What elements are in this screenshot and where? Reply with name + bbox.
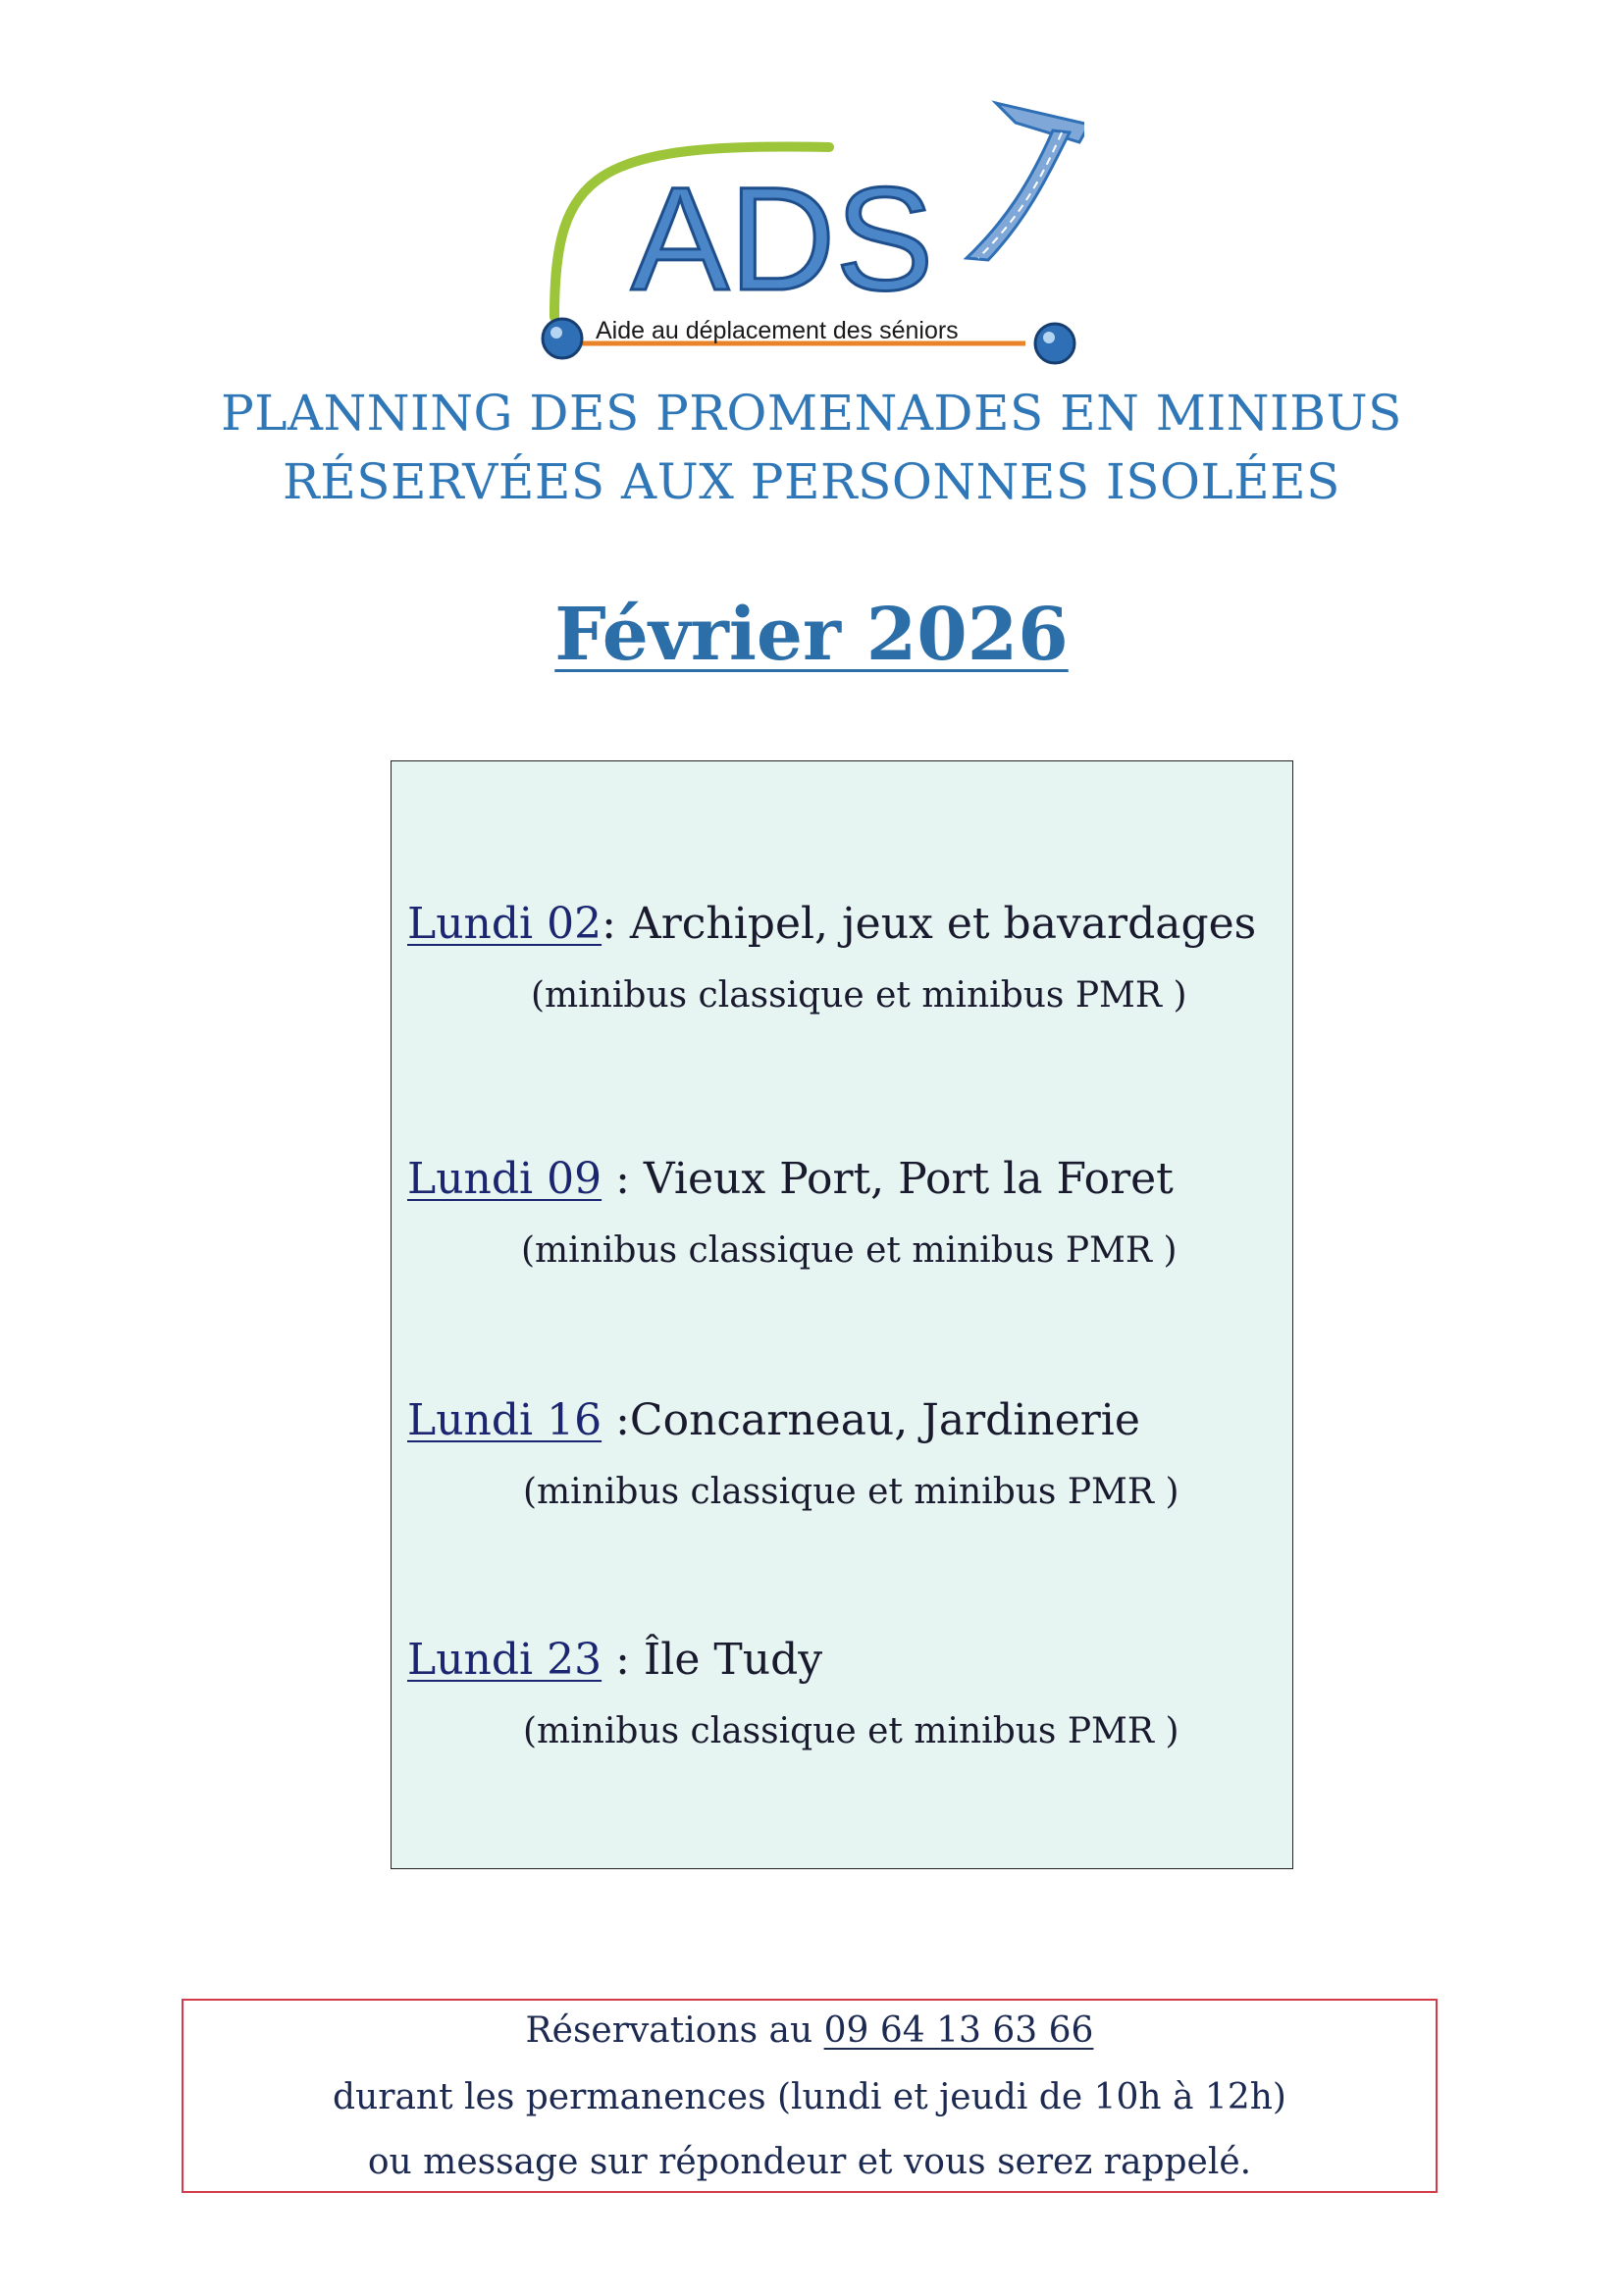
ads7-logo — [535, 93, 1084, 383]
schedule-destination: Vieux Port, Port la Foret — [643, 1154, 1174, 1204]
logo-letters: ADS — [631, 156, 934, 321]
schedule-entry-title — [407, 1395, 1140, 1445]
schedule-separator: : — [602, 1395, 630, 1445]
schedule-vehicles: (minibus classique et minibus PMR ) — [523, 1472, 1179, 1512]
schedule-entry-title — [407, 899, 1256, 949]
reservation-line — [183, 2010, 1436, 2051]
month-title — [0, 593, 1623, 677]
schedule-day: Lundi 09 — [407, 1154, 602, 1204]
schedule-vehicles: (minibus classique et minibus PMR ) — [531, 975, 1187, 1016]
schedule-separator: : — [602, 1635, 644, 1685]
schedule-entry-title — [407, 1154, 1174, 1204]
subtitle-line1: PLANNING DES PROMENADES EN MINIBUS — [221, 385, 1402, 442]
schedule-destination: Archipel, jeux et bavardages — [629, 899, 1257, 949]
subtitle-line2: RÉSERVÉES AUX PERSONNES ISOLÉES — [283, 453, 1340, 510]
schedule-day: Lundi 16 — [407, 1395, 602, 1445]
reservation-prefix: Réservations au — [525, 2010, 824, 2051]
schedule-day: Lundi 23 — [407, 1635, 602, 1685]
logo-dot-right — [1035, 324, 1074, 363]
logo-dot-left — [543, 319, 582, 358]
logo-seven-top — [996, 103, 1084, 142]
schedule-panel — [391, 760, 1293, 1869]
reservation-hours: durant les permanences (lundi et jeudi de 10h à 12h) — [333, 2077, 1286, 2117]
schedule-vehicles: (minibus classique et minibus PMR ) — [523, 1711, 1179, 1751]
reservation-voicemail: ou message sur répondeur et vous serez rappelé. — [367, 2142, 1252, 2182]
reservation-box — [182, 1999, 1438, 2193]
schedule-separator: : — [602, 899, 630, 949]
schedule-destination: Concarneau, Jardinerie — [629, 1395, 1140, 1445]
ads7-logo-graphic — [535, 93, 1084, 383]
schedule-destination: Île Tudy — [643, 1635, 823, 1685]
schedule-entry-title — [407, 1635, 822, 1685]
schedule-vehicles: (minibus classique et minibus PMR ) — [521, 1230, 1178, 1271]
schedule-day: Lundi 02 — [407, 899, 602, 949]
logo-tagline: Aide au déplacement des séniors — [596, 317, 959, 344]
month-title-text: Février 2026 — [554, 593, 1069, 677]
schedule-separator: : — [602, 1154, 644, 1204]
reservation-phone[interactable]: 09 64 13 63 66 — [823, 2010, 1094, 2051]
